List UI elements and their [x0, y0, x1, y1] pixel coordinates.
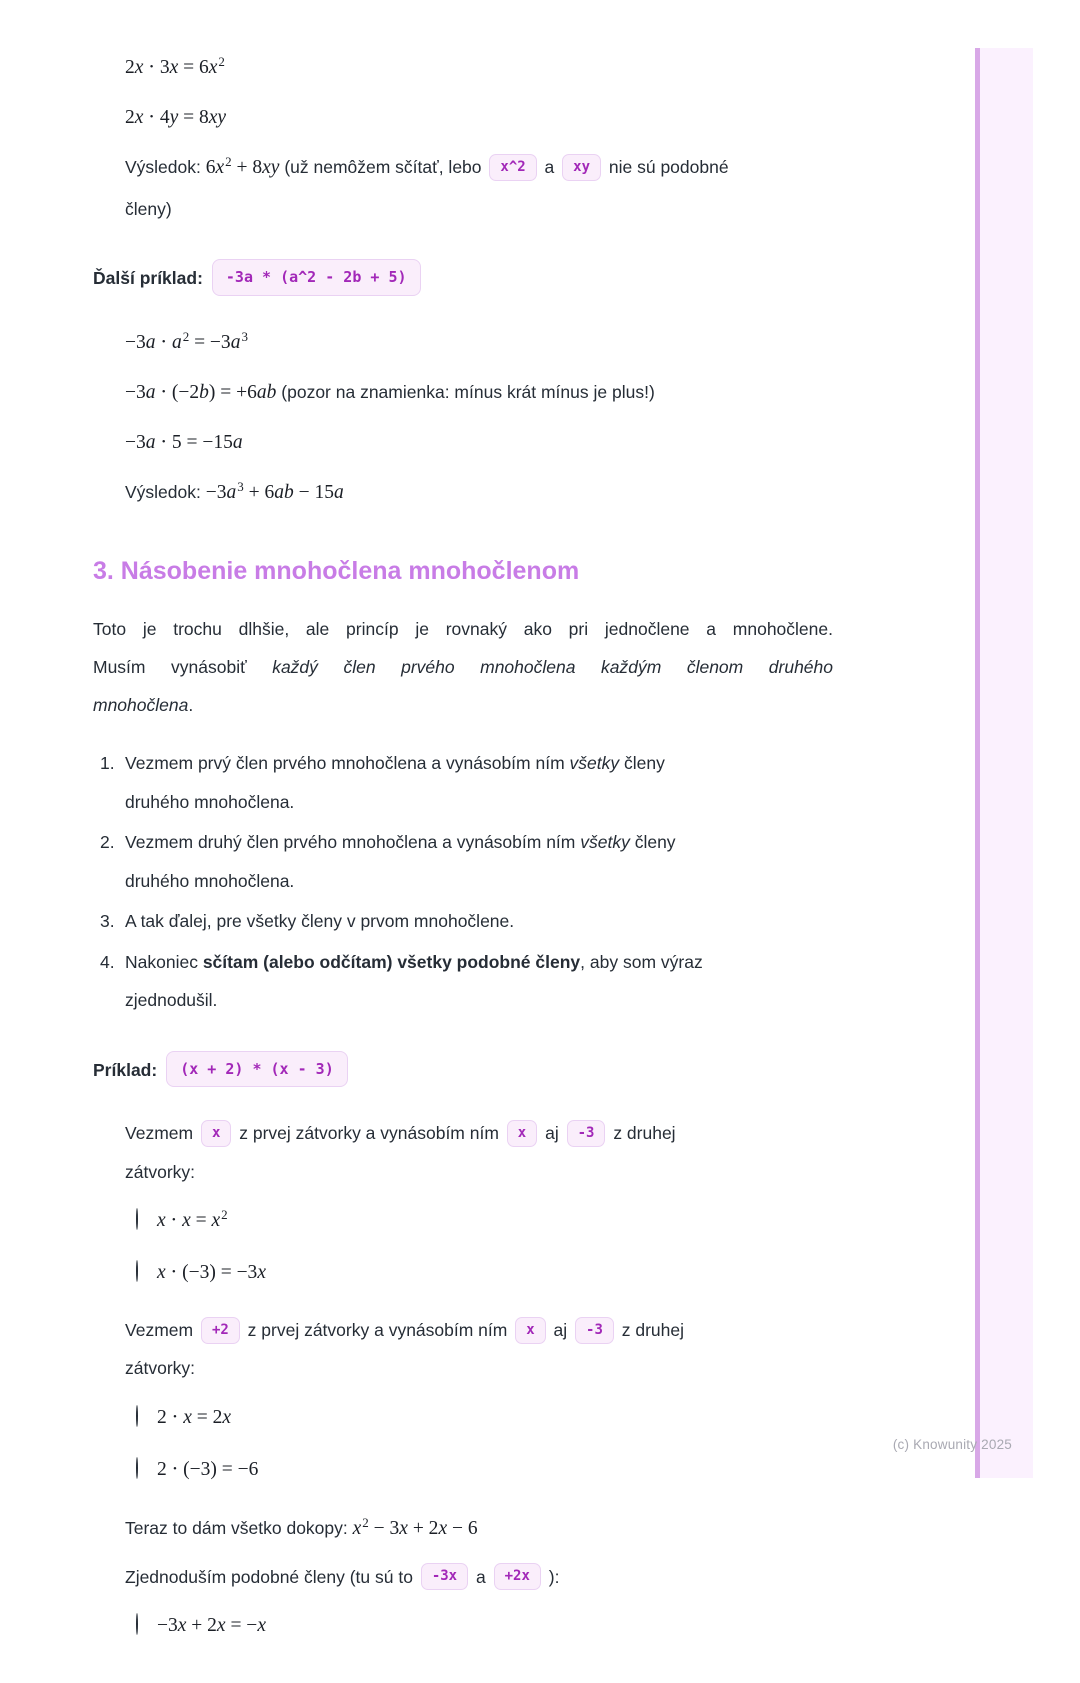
italic-text: mnohočlena — [93, 694, 189, 715]
list-item-content — [125, 97, 833, 140]
math-expression — [125, 107, 226, 128]
list-item — [93, 943, 833, 1020]
list-item — [93, 1114, 833, 1304]
math-run: ⋅ — [155, 332, 172, 354]
number-marker: 1. — [100, 753, 115, 774]
text-run: (už nemôžem sčítať, lebo — [279, 156, 487, 177]
code-chip: -3x — [421, 1563, 468, 1590]
math-run: − 6 — [447, 1517, 478, 1539]
math-variable: a — [274, 482, 284, 504]
math-run: − 15 — [293, 482, 334, 504]
math-superscript: 3 — [237, 479, 244, 495]
list-item-content — [125, 1311, 833, 1501]
text-run: Vezmem druhý člen prvého mnohočlena a vynásobím ním — [125, 832, 581, 853]
italic-text: každý člen prvého mnohočlena každým členom druhého — [272, 657, 833, 678]
bullet-marker — [93, 372, 125, 415]
sub-list — [125, 1605, 833, 1648]
text-run: a — [539, 156, 560, 177]
list-item — [93, 472, 833, 515]
bold-text: Ďalší príklad: — [93, 268, 203, 289]
math-run: ⋅ — [165, 1210, 183, 1232]
list-item — [93, 823, 833, 900]
circle-marker — [125, 1605, 157, 1648]
math-variable: a — [226, 482, 237, 504]
text-run: aj — [540, 1123, 564, 1144]
math-expression — [125, 54, 225, 78]
bullet-marker — [93, 147, 125, 228]
list-item-content — [125, 744, 833, 821]
circle-glyph — [136, 1405, 138, 1427]
text-run: ): — [543, 1566, 560, 1587]
code-chip: -3 — [575, 1317, 614, 1344]
code-chip: +2x — [494, 1563, 541, 1590]
math-superscript: 3 — [241, 329, 248, 345]
math-run: ⋅ 5 = −15 — [155, 432, 233, 454]
code-chip: x^2 — [489, 154, 536, 181]
list-item — [93, 1558, 833, 1657]
math-run: + 2 — [407, 1517, 439, 1539]
list-item — [93, 97, 833, 140]
circle-glyph — [136, 1457, 138, 1479]
math-run: = −3 — [189, 332, 231, 354]
math-run: + 8 — [231, 156, 263, 178]
math-variable: x — [262, 156, 271, 178]
bold-text: sčítam (alebo odčítam) všetky podobné členy — [202, 951, 581, 972]
bullet-list — [93, 47, 833, 228]
code-chip: x — [515, 1317, 545, 1344]
number-marker: 2. — [100, 832, 115, 853]
text-run: zátvorky: — [125, 1161, 196, 1182]
math-run: 2 — [125, 57, 135, 78]
list-item-content — [157, 1397, 833, 1440]
text-run: Vezmem — [125, 1123, 198, 1144]
bullet-marker — [93, 322, 125, 365]
sub-list-item — [125, 1449, 833, 1492]
math-run: = 6 — [178, 57, 209, 78]
list-item-content — [125, 1114, 833, 1304]
code-chip: -3a * (a^2 - 2b + 5) — [212, 259, 421, 295]
text-run: . — [188, 694, 194, 715]
math-variable: x — [399, 1517, 408, 1539]
text-run: Teraz to dám všetko dokopy: — [125, 1517, 353, 1538]
sub-list — [125, 1397, 833, 1492]
paragraph — [93, 611, 833, 724]
math-variable: x — [215, 156, 225, 178]
example-label-line — [93, 258, 833, 298]
copyright-footer: (c) Knowunity 2025 — [892, 1437, 1012, 1452]
math-variable: a — [333, 482, 344, 504]
text-run: aj — [548, 1319, 573, 1340]
math-variable: a — [145, 432, 156, 454]
math-expression — [157, 1207, 228, 1232]
code-chip: (x + 2) * (x - 3) — [166, 1051, 348, 1087]
math-run: = — [190, 1210, 212, 1232]
circle-marker — [125, 1397, 157, 1440]
math-run: 6 — [205, 156, 216, 178]
text-run: Vezmem prvý člen prvého mnohočlena a vynásobím ním — [125, 753, 570, 774]
code-chip: xy — [562, 154, 601, 181]
math-variable: x — [157, 1210, 166, 1232]
text-run: Zjednoduším podobné členy (tu sú to — [125, 1566, 418, 1587]
text-run: z druhej — [616, 1319, 684, 1340]
math-run: −3 — [205, 482, 227, 504]
bullet-marker — [93, 422, 125, 465]
list-item — [93, 47, 833, 90]
math-run: 2 ⋅ — [157, 1406, 184, 1428]
text-run: z prvej zátvorky a vynásobím ním — [234, 1123, 504, 1144]
math-variable: x — [257, 1615, 266, 1637]
math-run: − 3 — [368, 1517, 400, 1539]
math-variable: x — [182, 1210, 191, 1232]
list-item-content — [125, 1508, 833, 1551]
circle-marker — [125, 1252, 157, 1295]
list-item-content — [125, 902, 833, 941]
list-item-content — [157, 1449, 833, 1492]
math-variable: x — [216, 1615, 226, 1637]
text-run: nie sú podobné — [604, 156, 729, 177]
section-heading: 3. Násobenie mnohočlena mnohočlenom — [93, 556, 580, 585]
math-superscript: 2 — [218, 54, 225, 69]
math-run: ) = +6 — [208, 382, 257, 404]
math-run: ⋅ (−2 — [155, 382, 200, 404]
circle-marker — [125, 1449, 157, 1492]
list-item — [93, 147, 833, 228]
document-content — [93, 40, 833, 1683]
math-variable: y — [270, 156, 280, 178]
math-expression — [157, 1262, 266, 1283]
text-run: , aby som výraz — [580, 951, 703, 972]
bullet-marker — [93, 472, 125, 515]
math-run: −3 — [157, 1615, 178, 1637]
math-run: ⋅ (−3) = −3 — [165, 1262, 258, 1283]
text-run: zjednodušil. — [125, 990, 218, 1011]
page-edge-bar — [975, 48, 1033, 1478]
text-run: z druhej — [608, 1123, 676, 1144]
list-item-content — [157, 1252, 833, 1295]
bullet-marker — [93, 1114, 125, 1304]
math-variable: x — [257, 1262, 266, 1283]
list-item-content — [157, 1200, 833, 1243]
text-run: Nakoniec — [125, 951, 203, 972]
sub-list-item — [125, 1252, 833, 1295]
math-variable: x — [134, 106, 144, 128]
math-run: 2 — [125, 106, 135, 128]
list-item — [93, 1508, 833, 1551]
math-variable: b — [199, 382, 209, 404]
italic-text: všetky — [580, 832, 630, 853]
list-item-content — [125, 322, 833, 365]
list-item — [93, 372, 833, 415]
math-run: = − — [225, 1615, 258, 1637]
math-run: + 2 — [186, 1615, 217, 1637]
text-run: Musím vynásobiť — [93, 657, 273, 678]
math-run: ⋅ 3 — [143, 57, 170, 78]
math-run: 2 ⋅ (−3) = −6 — [157, 1458, 259, 1480]
list-item-content — [125, 1558, 833, 1657]
math-expression — [157, 1459, 258, 1480]
bold-text: Príklad: — [93, 1059, 158, 1080]
math-run: −3 — [125, 332, 146, 354]
math-expression — [205, 479, 344, 504]
text-run: členy) — [125, 198, 172, 219]
circle-glyph — [136, 1208, 138, 1230]
math-variable: x — [177, 1615, 187, 1637]
bullet-marker — [93, 1558, 125, 1657]
bullet-marker — [93, 47, 125, 90]
list-item-content — [125, 943, 833, 1020]
circle-marker — [125, 1200, 157, 1243]
math-variable: a — [230, 332, 241, 354]
sub-list-item — [125, 1605, 833, 1648]
text-run: druhého mnohočlena. — [125, 791, 295, 812]
math-run: −3 — [125, 382, 146, 404]
bullet-list — [93, 322, 833, 515]
math-variable: x — [438, 1517, 448, 1539]
text-run: členy — [619, 753, 665, 774]
math-variable: a — [232, 432, 243, 454]
math-expression — [125, 329, 248, 354]
number-marker: 4. — [100, 951, 115, 972]
math-variable: a — [145, 382, 156, 404]
circle-glyph — [136, 1260, 138, 1282]
math-run: −3 — [125, 432, 146, 454]
math-variable: x — [157, 1262, 166, 1283]
sub-list-item — [125, 1397, 833, 1440]
math-expression — [352, 1514, 478, 1539]
bullet-marker — [93, 97, 125, 140]
math-run: = 2 — [191, 1406, 223, 1428]
math-variable: a — [171, 332, 182, 354]
text-run: (pozor na znamienka: mínus krát mínus je plus!) — [276, 382, 655, 403]
list-item-content — [157, 1605, 833, 1648]
bullet-marker — [93, 1311, 125, 1501]
list-item-content — [125, 472, 833, 515]
example-label-line — [93, 1050, 833, 1090]
text-run: Vezmem — [125, 1319, 198, 1340]
math-variable: x — [222, 1406, 231, 1428]
text-run: A tak ďalej, pre všetky členy v prvom mnohočlene. — [125, 911, 515, 932]
math-variable: x — [134, 57, 144, 78]
list-item — [93, 902, 833, 941]
paragraph-line — [93, 611, 833, 649]
math-variable: y — [169, 106, 179, 128]
text-run: Výsledok: — [125, 156, 206, 177]
circle-glyph — [136, 1613, 138, 1635]
list-item — [93, 1311, 833, 1501]
text-run: členy — [629, 832, 676, 853]
list-item-content — [125, 47, 833, 90]
math-expression — [125, 432, 243, 453]
text-run: Toto je trochu dlhšie, ale princíp je rovnaký ako pri jednočlene a mnohočlene. — [93, 619, 833, 640]
math-run: = 8 — [178, 106, 209, 128]
math-variable: x — [352, 1517, 362, 1539]
math-variable: b — [283, 482, 294, 504]
paragraph-line — [93, 649, 833, 687]
text-run: zátvorky: — [125, 1358, 196, 1379]
math-superscript: 2 — [182, 329, 190, 345]
math-variable: x — [208, 57, 218, 78]
math-superscript: 2 — [225, 153, 232, 169]
code-chip: +2 — [201, 1317, 240, 1344]
math-expression — [205, 153, 280, 178]
math-run: ⋅ 4 — [143, 106, 170, 128]
code-chip: -3 — [567, 1120, 606, 1147]
list-item — [93, 744, 833, 821]
list-item-content — [125, 422, 833, 465]
list-item — [93, 322, 833, 365]
math-variable: y — [217, 106, 227, 128]
numbered-list — [93, 744, 833, 1020]
math-expression — [125, 382, 276, 403]
code-chip: x — [507, 1120, 537, 1147]
math-superscript: 2 — [362, 1514, 369, 1530]
sub-list — [125, 1200, 833, 1295]
math-run: + 6 — [243, 482, 275, 504]
list-item-content — [125, 147, 833, 228]
bullet-list — [93, 1114, 833, 1657]
list-item-content — [125, 823, 833, 900]
math-variable: b — [266, 382, 277, 404]
math-variable: x — [183, 1406, 192, 1428]
text-run: Výsledok: — [125, 482, 206, 503]
math-variable: x — [169, 57, 179, 78]
text-run: z prvej zátvorky a vynásobím ním — [242, 1319, 513, 1340]
list-item — [93, 422, 833, 465]
paragraph-line — [93, 687, 833, 725]
code-chip: x — [201, 1120, 231, 1147]
text-run: druhého mnohočlena. — [125, 870, 295, 891]
bullet-marker — [93, 1508, 125, 1551]
number-marker: 3. — [100, 911, 115, 932]
math-variable: a — [145, 332, 156, 354]
math-expression — [157, 1615, 266, 1636]
math-variable: x — [208, 106, 218, 128]
text-run: a — [471, 1566, 491, 1587]
italic-text: všetky — [569, 753, 620, 774]
math-variable: a — [256, 382, 267, 404]
list-item-content — [125, 372, 833, 415]
math-expression — [157, 1407, 231, 1428]
sub-list-item — [125, 1200, 833, 1243]
math-superscript: 2 — [221, 1207, 228, 1223]
math-variable: x — [211, 1210, 221, 1232]
